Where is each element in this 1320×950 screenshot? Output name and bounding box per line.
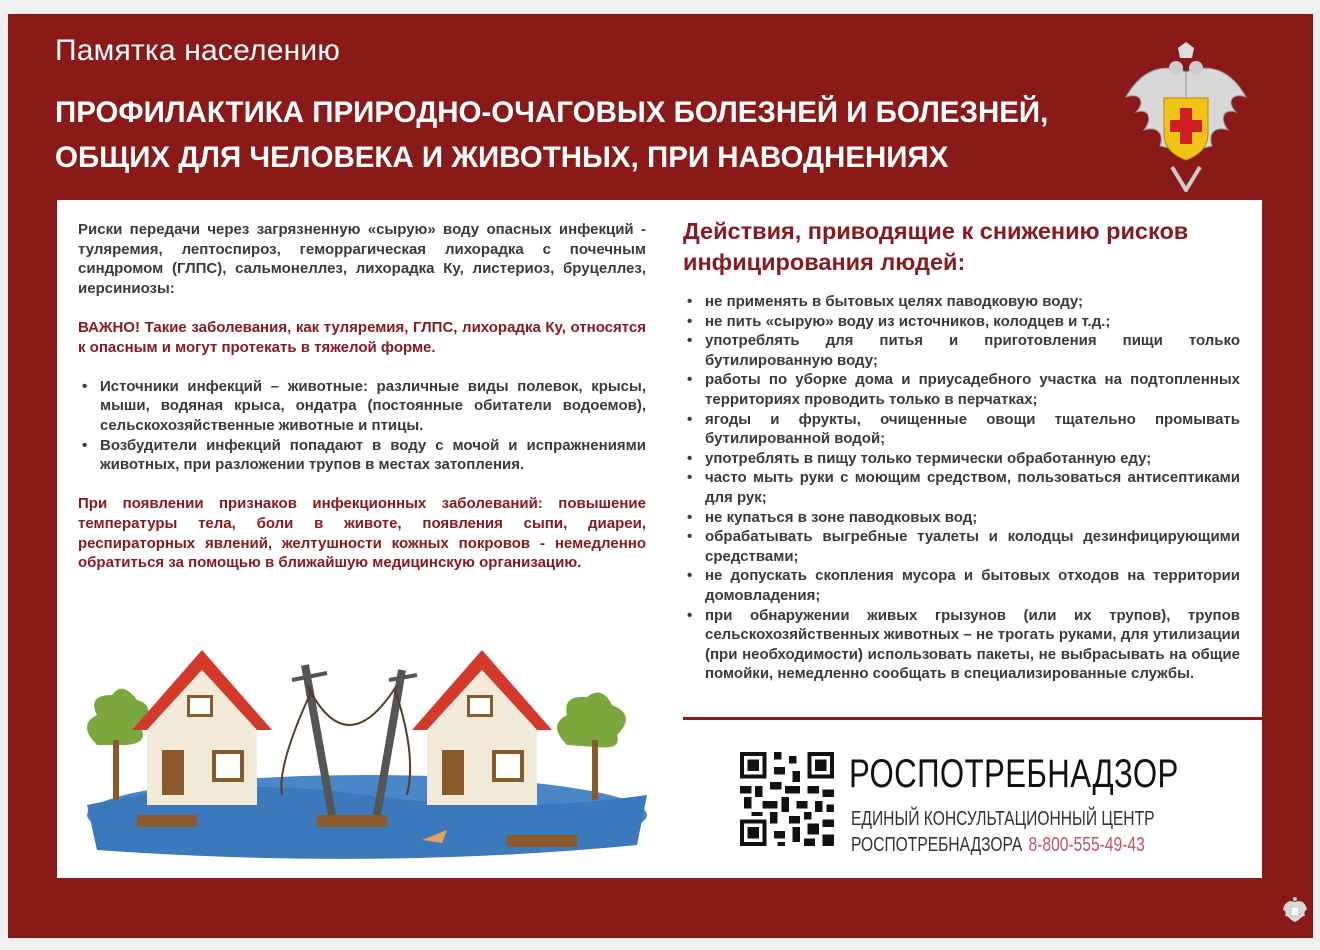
sources-list bbox=[78, 377, 646, 475]
list-item: • употреблять для питья и приготовления пищи только бутилированную воду; bbox=[683, 331, 1240, 370]
list-item: • при обнаружении живых грызунов (или их трупов), трупов сельскохозяйственных животных – не трогать руками, для утилизации (при необходимости) использовать пакеты, не выбрасывать на общие помойки, немедленно сообщать в специализированные службы. bbox=[683, 606, 1240, 684]
poster-subtitle: Памятка населению bbox=[55, 34, 341, 67]
flood-illustration bbox=[77, 645, 647, 870]
list-item: • ягоды и фрукты, очищенные овощи тщательно промывать бутилированной водой; bbox=[683, 410, 1240, 449]
important-text: Такие заболевания, как туляремия, ГЛПС, лихорадка Ку, относятся к опасным и могут протекать в тяжелой форме. bbox=[78, 318, 646, 356]
symptoms-warning: При появлении признаков инфекционных заболеваний: повышение температуры тела, боли в животе, появления сыпи, диареи, респираторных явлений, желтушности кожных покровов - немедленно обратиться за помощью в ближайшую медицинскую организацию. bbox=[78, 495, 646, 572]
center-line: ЕДИНЫЙ КОНСУЛЬТАЦИОННЫЙ ЦЕНТР bbox=[851, 808, 1155, 830]
consultation-center bbox=[851, 806, 1155, 858]
actions-list bbox=[683, 292, 1240, 684]
center-line bbox=[851, 832, 1155, 858]
list-item: • Источники инфекций – животные: различные виды полевок, крысы, мыши, водяная крыса, ондатра (постоянные обитатели водоемов), сельскохозяйственные животные и птицы. bbox=[78, 377, 646, 436]
actions-heading: Действия, приводящие к снижению рисков инфицирования людей: bbox=[683, 218, 1189, 275]
brand-name: РОСПОТРЕБНАДЗОР bbox=[849, 752, 1179, 796]
important-label: ВАЖНО! bbox=[78, 318, 140, 336]
list-item: • обрабатывать выгребные туалеты и колодцы дезинфицирующими средствами; bbox=[683, 527, 1240, 566]
content-panel bbox=[57, 200, 1262, 878]
important-note bbox=[78, 318, 646, 357]
center-org: РОСПОТРЕБНАДЗОРА bbox=[851, 834, 1023, 856]
qr-code-icon[interactable] bbox=[740, 750, 834, 848]
list-item: • работы по уборке дома и приусадебного участка на подтопленных территориях проводить только в перчатках; bbox=[683, 370, 1240, 409]
list-item: • употреблять в пищу только термически обработанную еду; bbox=[683, 449, 1240, 469]
list-item: • Возбудители инфекций попадают в воду с мочой и испражнениями животных, при разложении трупов в местах затопления. bbox=[78, 436, 646, 475]
section-divider bbox=[683, 717, 1262, 720]
list-item: • часто мыть руки с моющим средством, пользоваться антисептиками для рук; bbox=[683, 468, 1240, 507]
list-item: • не пить «сырую» воду из источников, колодцев и т.д.; bbox=[683, 312, 1240, 332]
poster bbox=[8, 14, 1313, 938]
list-item: • не купаться в зоне паводковых вод; bbox=[683, 508, 1240, 528]
title-line: ОБЩИХ ДЛЯ ЧЕЛОВЕКА И ЖИВОТНЫХ, ПРИ НАВОДНЕНИЯХ bbox=[55, 141, 949, 174]
list-item: • не применять в бытовых целях паводковую воду; bbox=[683, 292, 1240, 312]
small-emblem-icon bbox=[1282, 896, 1308, 926]
risks-intro: Риски передачи через загрязненную «сырую» воду опасных инфекций - туляремия, лептоспироз, геморрагическая лихорадка с почечным синдромом (ГЛПС), сальмонеллез, лихорадка Ку, листериоз, бруцеллез, иерсиниозы: bbox=[78, 221, 646, 297]
poster-title bbox=[55, 90, 1115, 180]
list-item: • не допускать скопления мусора и бытовых отходов на территории домовладения; bbox=[683, 566, 1240, 605]
title-line: ПРОФИЛАКТИКА ПРИРОДНО-ОЧАГОВЫХ БОЛЕЗНЕЙ И БОЛЕЗНЕЙ, bbox=[55, 96, 1049, 129]
hotline-phone[interactable]: 8-800-555-49-43 bbox=[1028, 834, 1145, 856]
risks-column bbox=[78, 220, 646, 592]
rospotrebnadzor-emblem-icon bbox=[1120, 42, 1252, 192]
